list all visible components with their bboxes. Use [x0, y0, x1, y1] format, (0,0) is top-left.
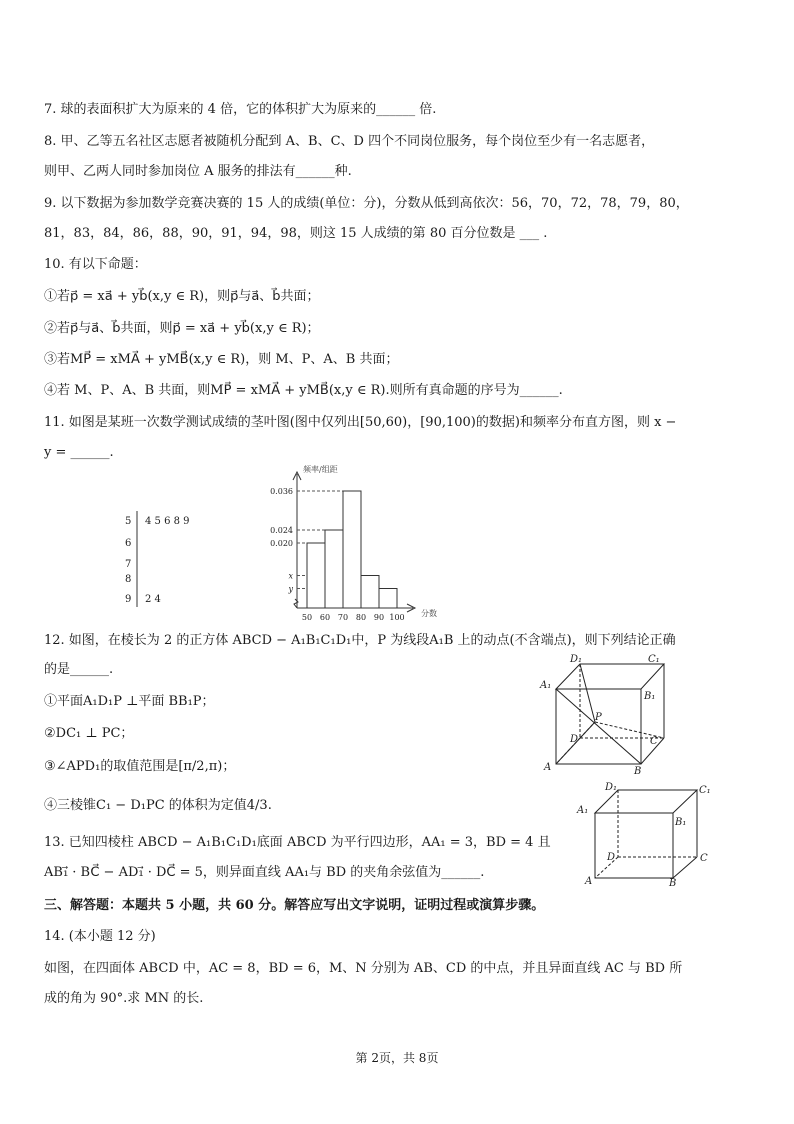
- stem-9: 9: [125, 594, 132, 605]
- label-A1: A₁: [540, 680, 552, 691]
- label-D: D: [607, 852, 616, 863]
- stem-6: 6: [125, 538, 132, 549]
- section-3-heading: 三、解答题：本题共 5 小题，共 60 分。解答应写出文字说明，证明过程或演算步骤。: [44, 898, 545, 913]
- histogram-bar-90-100: [379, 589, 397, 609]
- x-tick-60: 60: [319, 613, 331, 622]
- label-B: B: [634, 766, 642, 777]
- q12-item-4: ④三棱锥C₁ − D₁PC 的体积为定值4/3.: [44, 798, 272, 813]
- q9-line2: 81，83，84，86，88，90，91，94，98，则这 15 人成绩的第 80 百分位数是 ___ .: [44, 226, 548, 241]
- q14-line2: 成的角为 90°.求 MN 的长.: [44, 991, 204, 1006]
- q14-title: 14. (本小题 12 分): [44, 929, 156, 944]
- q8-line1: 8. 甲、乙等五名社区志愿者被随机分配到 A、B、C、D 四个不同岗位服务，每个岗位至少有一名志愿者，: [44, 134, 655, 149]
- y-tick-0.020: 0.020: [270, 539, 293, 548]
- q12-item-3: ③∠APD₁的取值范围是[π/2,π)；: [44, 759, 236, 774]
- label-B: B: [669, 878, 677, 888]
- x-tick-70: 70: [337, 613, 349, 622]
- page-footer: 第 2页，共 8页: [355, 1051, 439, 1065]
- histogram-bar-50-60: [307, 543, 325, 608]
- label-C1: C₁: [699, 785, 711, 796]
- y-tick-x: x: [288, 571, 293, 581]
- leaves-5: 4 5 6 8 9: [145, 516, 190, 527]
- label-D1: D₁: [570, 654, 583, 665]
- histogram-bar-60-70: [325, 530, 343, 608]
- q11-line2: y = ______.: [44, 445, 114, 460]
- q7-text: 7. 球的表面积扩大为原来的 4 倍，它的体积扩大为原来的______ 倍.: [44, 102, 437, 117]
- label-C: C: [700, 853, 708, 864]
- q12-item-2: ②DC₁ ⊥ PC；: [44, 726, 134, 741]
- histogram-bar-70-80: [343, 491, 361, 608]
- q10-item-3: ③若MP⃗ = xMA⃗ + yMB⃗(x,y ∈ R)，则 M、P、A、B 共面；: [44, 352, 399, 367]
- label-B1: B₁: [675, 817, 687, 828]
- label-C1: C₁: [648, 654, 660, 665]
- q13-line2: AB₁⃗ · BC⃗ − AD₁⃗ · DC⃗ = 5，则异面直线 AA₁与 BD 的夹角余弦值为______.: [44, 865, 485, 880]
- stem-8: 8: [125, 574, 132, 585]
- stem-7: 7: [125, 559, 132, 570]
- q10-item-2: ②若p⃗与a⃗、b⃗共面，则p⃗ = xa⃗ + yb⃗(x,y ∈ R)；: [44, 321, 320, 336]
- q9-line1: 9. 以下数据为参加数学竞赛决赛的 15 人的成绩(单位：分)，分数从低到高依次：56，70，72，78，79，80，: [44, 196, 689, 211]
- label-C: C: [650, 736, 658, 747]
- x-axis-label: 分数: [421, 609, 437, 618]
- x-tick-90: 90: [373, 613, 385, 622]
- x-tick-50: 50: [301, 613, 313, 622]
- histogram-bar-80-90: [361, 576, 379, 609]
- prism-figure-q13: [573, 780, 713, 888]
- frequency-histogram: [255, 460, 455, 625]
- stem-5: 5: [125, 516, 132, 527]
- q12-item-1: ①平面A₁D₁P ⊥平面 BB₁P；: [44, 694, 215, 709]
- y-tick-0.024: 0.024: [270, 526, 293, 535]
- q14-line1: 如图，在四面体 ABCD 中，AC = 8，BD = 6，M、N 分别为 AB、CD 的中点，并且异面直线 AC 与 BD 所: [44, 961, 683, 976]
- label-D: D: [570, 734, 579, 745]
- q12-line1: 12. 如图，在棱长为 2 的正方体 ABCD − A₁B₁C₁D₁中，P 为线段A₁B 上的动点(不含端点)，则下列结论正确: [44, 633, 676, 648]
- label-A: A: [544, 762, 552, 773]
- leaves-9: 2 4: [145, 594, 161, 605]
- q10-item-4: ④若 M、P、A、B 共面，则MP⃗ = xMA⃗ + yMB⃗(x,y ∈ R).则所有真命题的序号为______.: [44, 383, 563, 398]
- stem-leaf-plot: [115, 505, 235, 610]
- y-tick-0.036: 0.036: [270, 487, 293, 496]
- label-P: P: [595, 712, 602, 723]
- q10-item-1: ①若p⃗ = xa⃗ + yb⃗(x,y ∈ R)，则p⃗与a⃗、b⃗共面；: [44, 289, 320, 304]
- y-axis-label: 频率/组距: [303, 465, 338, 474]
- q13-line1: 13. 已知四棱柱 ABCD − A₁B₁C₁D₁底面 ABCD 为平行四边形，AA₁ = 3，BD = 4 且: [44, 835, 551, 850]
- x-tick-80: 80: [355, 613, 367, 622]
- x-tick-100: 100: [389, 613, 405, 622]
- label-A1: A₁: [577, 805, 589, 816]
- q8-line2: 则甲、乙两人同时参加岗位 A 服务的排法有______种.: [44, 164, 352, 179]
- label-A: A: [585, 876, 593, 887]
- cube-figure-q12: [538, 652, 668, 777]
- q11-line1: 11. 如图是某班一次数学测试成绩的茎叶图(图中仅列出[50,60)，[90,100)的数据)和频率分布直方图，则 x −: [44, 415, 677, 430]
- label-B1: B₁: [644, 691, 656, 702]
- y-tick-y: y: [288, 584, 293, 594]
- label-D1: D₁: [605, 782, 618, 793]
- q12-line2: 的是______.: [44, 662, 114, 677]
- q10-title: 10. 有以下命题：: [44, 257, 147, 272]
